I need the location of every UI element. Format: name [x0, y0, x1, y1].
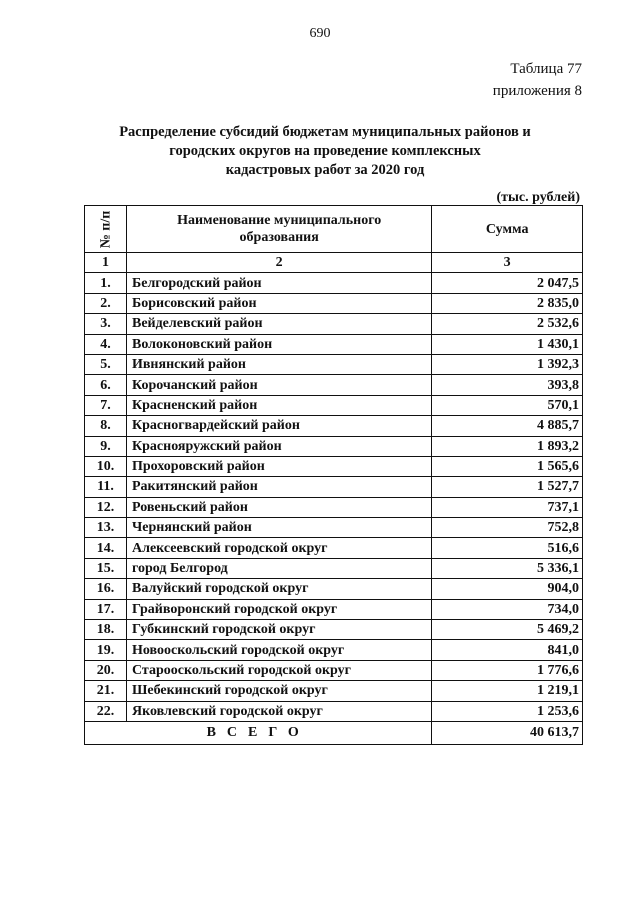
- table-row: [85, 620, 583, 640]
- subsidy-table: [84, 205, 583, 745]
- subsidy-amount: 752,8: [432, 518, 583, 538]
- total-amount: 40 613,7: [432, 721, 583, 744]
- header-name: Наименование муниципального образования: [126, 206, 431, 253]
- municipality-name: Ивнянский район: [126, 354, 431, 374]
- table-row: [85, 293, 583, 313]
- subsidy-amount: 737,1: [432, 497, 583, 517]
- table-row: [85, 334, 583, 354]
- column-number: 2: [126, 253, 431, 273]
- row-number: 1.: [85, 273, 127, 293]
- header-num: № п/п: [85, 206, 127, 253]
- row-number: 6.: [85, 375, 127, 395]
- table-row: [85, 477, 583, 497]
- column-number: 1: [85, 253, 127, 273]
- subsidy-amount: 570,1: [432, 395, 583, 415]
- subsidy-amount: 5 469,2: [432, 620, 583, 640]
- subsidy-amount: 1 392,3: [432, 354, 583, 374]
- subsidy-amount: 2 835,0: [432, 293, 583, 313]
- table-row: [85, 538, 583, 558]
- subsidy-amount: 2 532,6: [432, 314, 583, 334]
- row-number: 14.: [85, 538, 127, 558]
- municipality-name: Старооскольский городской округ: [126, 660, 431, 680]
- column-number: 3: [432, 253, 583, 273]
- table-row: [85, 314, 583, 334]
- row-number: 20.: [85, 660, 127, 680]
- row-number: 19.: [85, 640, 127, 660]
- subsidy-amount: 1 253,6: [432, 701, 583, 721]
- row-number: 4.: [85, 334, 127, 354]
- municipality-name: Краснояружский район: [126, 436, 431, 456]
- row-number: 2.: [85, 293, 127, 313]
- row-number: 5.: [85, 354, 127, 374]
- row-number: 12.: [85, 497, 127, 517]
- municipality-name: Яковлевский городской округ: [126, 701, 431, 721]
- table-row: [85, 518, 583, 538]
- subsidy-amount: 4 885,7: [432, 416, 583, 436]
- table-row: [85, 599, 583, 619]
- row-number: 11.: [85, 477, 127, 497]
- row-number: 21.: [85, 681, 127, 701]
- municipality-name: Алексеевский городской округ: [126, 538, 431, 558]
- municipality-name: Шебекинский городской округ: [126, 681, 431, 701]
- document-title: [100, 123, 550, 180]
- municipality-name: город Белгород: [126, 558, 431, 578]
- subsidy-amount: 1 776,6: [432, 660, 583, 680]
- subsidy-amount: 1 430,1: [432, 334, 583, 354]
- row-number: 8.: [85, 416, 127, 436]
- table-row: [85, 701, 583, 721]
- municipality-name: Вейделевский район: [126, 314, 431, 334]
- table-row: [85, 579, 583, 599]
- subsidy-amount: 1 893,2: [432, 436, 583, 456]
- municipality-name: Ровеньский район: [126, 497, 431, 517]
- title-line-1: Распределение субсидий бюджетам муниципальных районов и: [119, 124, 531, 140]
- subsidy-amount: 2 047,5: [432, 273, 583, 293]
- header-row: [85, 206, 583, 253]
- table-row: [85, 497, 583, 517]
- table-row: [85, 456, 583, 476]
- caption-appendix: приложения 8: [492, 83, 582, 99]
- municipality-name: Прохоровский район: [126, 456, 431, 476]
- row-number: 16.: [85, 579, 127, 599]
- subsidy-amount: 516,6: [432, 538, 583, 558]
- table-row: [85, 681, 583, 701]
- table-row: [85, 558, 583, 578]
- page-number: 690: [309, 26, 331, 41]
- subsidy-amount: 5 336,1: [432, 558, 583, 578]
- municipality-name: Корочанский район: [126, 375, 431, 395]
- municipality-name: Чернянский район: [126, 518, 431, 538]
- table-caption: [493, 58, 582, 102]
- row-number: 7.: [85, 395, 127, 415]
- table-row: [85, 640, 583, 660]
- table-row: [85, 416, 583, 436]
- table-row: [85, 375, 583, 395]
- total-label: ВСЕГО: [85, 721, 432, 744]
- subsidy-amount: 841,0: [432, 640, 583, 660]
- table-row: [85, 436, 583, 456]
- municipality-name: Грайворонский городской округ: [126, 599, 431, 619]
- municipality-name: Ракитянский район: [126, 477, 431, 497]
- subsidy-amount: 393,8: [432, 375, 583, 395]
- row-number: 17.: [85, 599, 127, 619]
- subsidy-amount: 1 565,6: [432, 456, 583, 476]
- municipality-name: Волоконовский район: [126, 334, 431, 354]
- row-number: 18.: [85, 620, 127, 640]
- header-sum: Сумма: [432, 206, 583, 253]
- row-number: 3.: [85, 314, 127, 334]
- municipality-name: Красногвардейский район: [126, 416, 431, 436]
- subsidy-amount: 1 219,1: [432, 681, 583, 701]
- row-number: 10.: [85, 456, 127, 476]
- total-row: [85, 721, 583, 744]
- column-number-row: [85, 253, 583, 273]
- title-line-2: городских округов на проведение комплексных: [169, 143, 481, 159]
- subsidy-amount: 1 527,7: [432, 477, 583, 497]
- municipality-name: Красненский район: [126, 395, 431, 415]
- row-number: 22.: [85, 701, 127, 721]
- municipality-name: Валуйский городской округ: [126, 579, 431, 599]
- municipality-name: Новооскольский городской округ: [126, 640, 431, 660]
- table-row: [85, 660, 583, 680]
- subsidy-amount: 734,0: [432, 599, 583, 619]
- row-number: 13.: [85, 518, 127, 538]
- units-note: (тыс. рублей): [496, 190, 580, 205]
- municipality-name: Белгородский район: [126, 273, 431, 293]
- subsidy-amount: 904,0: [432, 579, 583, 599]
- row-number: 15.: [85, 558, 127, 578]
- row-number: 9.: [85, 436, 127, 456]
- table-row: [85, 273, 583, 293]
- municipality-name: Борисовский район: [126, 293, 431, 313]
- municipality-name: Губкинский городской округ: [126, 620, 431, 640]
- caption-table-number: Таблица 77: [510, 61, 582, 77]
- table-row: [85, 395, 583, 415]
- title-line-3: кадастровых работ за 2020 год: [225, 162, 425, 178]
- table-row: [85, 354, 583, 374]
